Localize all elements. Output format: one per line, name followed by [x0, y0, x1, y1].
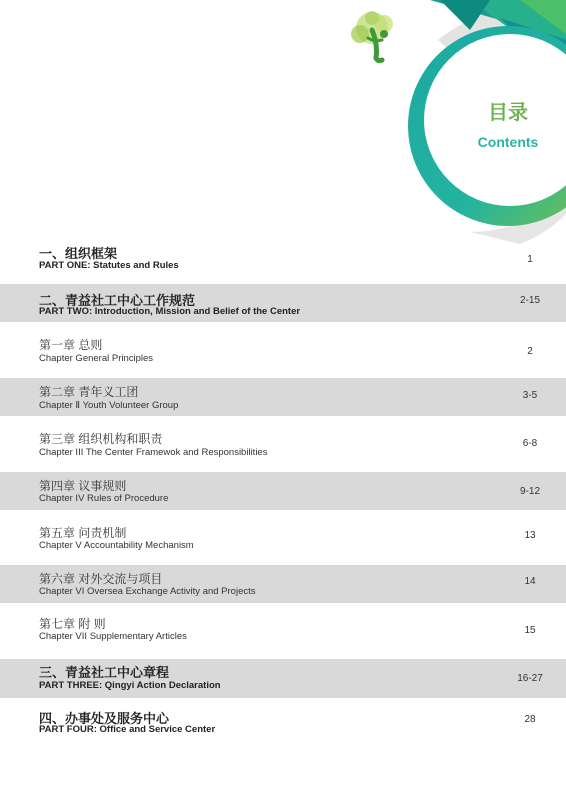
toc-entry-page: 3-5	[522, 390, 538, 401]
toc-entry-part-four[interactable]	[0, 704, 566, 744]
toc-entry-page: 2-15	[519, 295, 540, 306]
toc-entry-page: 9-12	[519, 486, 540, 497]
toc-entry-page: 6-8	[522, 438, 538, 449]
toc-entry-page: 15	[524, 625, 536, 636]
toc-entry-chapter-4[interactable]	[0, 472, 566, 510]
toc-entry-page: 2	[527, 346, 533, 357]
toc-entry-title-en: Chapter VII Supplementary Articles	[39, 631, 187, 642]
toc-entry-title-en: Chapter VI Oversea Exchange Activity and Projects	[39, 586, 256, 597]
tree-logo-icon	[351, 11, 393, 61]
toc-entry-title-en: Chapter General Principles	[39, 353, 154, 364]
toc-entry-title-cn: 第一章 总则	[39, 338, 103, 352]
page-subtitle: Contents	[477, 134, 539, 150]
toc-entry-part-two[interactable]	[0, 284, 566, 322]
toc-entry-title-cn: 第二章 青年义工团	[39, 385, 139, 399]
toc-entry-chapter-7[interactable]	[0, 610, 566, 656]
toc-entry-title-cn: 一、组织框架	[39, 246, 118, 261]
toc-entry-title-cn: 第四章 议事规则	[39, 479, 127, 493]
toc-entry-chapter-6[interactable]	[0, 565, 566, 603]
toc-entry-title-en: Chapter Ⅱ Youth Volunteer Group	[39, 400, 179, 411]
toc-entry-title-en: PART FOUR: Office and Service Center	[39, 724, 216, 735]
toc-entry-title-cn: 第三章 组织机构和职责	[39, 432, 163, 446]
toc-entry-title-cn: 第七章 附 则	[39, 617, 106, 631]
toc-entry-title-en: Chapter III The Center Framewok and Responsibilities	[39, 447, 268, 458]
toc-entry-title-en: PART TWO: Introduction, Mission and Belief of the Center	[39, 306, 301, 317]
toc-entry-chapter-2[interactable]	[0, 378, 566, 416]
toc-entry-title-en: PART THREE: Qingyi Action Declaration	[39, 680, 221, 691]
toc-entry-chapter-3[interactable]	[0, 424, 566, 468]
header-decoration	[0, 0, 566, 260]
page-title: 目录	[488, 102, 528, 124]
toc-entry-title-cn: 四、办事处及服务中心	[39, 711, 170, 726]
toc-entry-chapter-1[interactable]	[0, 330, 566, 374]
toc-entry-page: 16-27	[517, 673, 543, 684]
toc-entry-title-cn: 第五章 问责机制	[39, 526, 127, 540]
toc-entry-title-cn: 三、青益社工中心章程	[39, 665, 170, 680]
toc-entry-page: 1	[527, 254, 533, 265]
toc-entry-page: 14	[524, 576, 536, 587]
toc-entry-title-cn: 二、青益社工中心工作规范	[39, 293, 196, 308]
toc-entry-part-one[interactable]	[0, 236, 566, 278]
toc-entry-page: 28	[524, 714, 536, 725]
toc-entry-chapter-5[interactable]	[0, 518, 566, 562]
toc-entry-title-en: Chapter V Accountability Mechanism	[39, 540, 194, 551]
toc-entry-part-three[interactable]	[0, 659, 566, 698]
toc-entry-title-en: PART ONE: Statutes and Rules	[39, 260, 179, 271]
toc-entry-title-cn: 第六章 对外交流与项目	[39, 572, 163, 586]
toc-entry-title-en: Chapter IV Rules of Procedure	[39, 493, 169, 504]
toc-entry-page: 13	[524, 530, 536, 541]
